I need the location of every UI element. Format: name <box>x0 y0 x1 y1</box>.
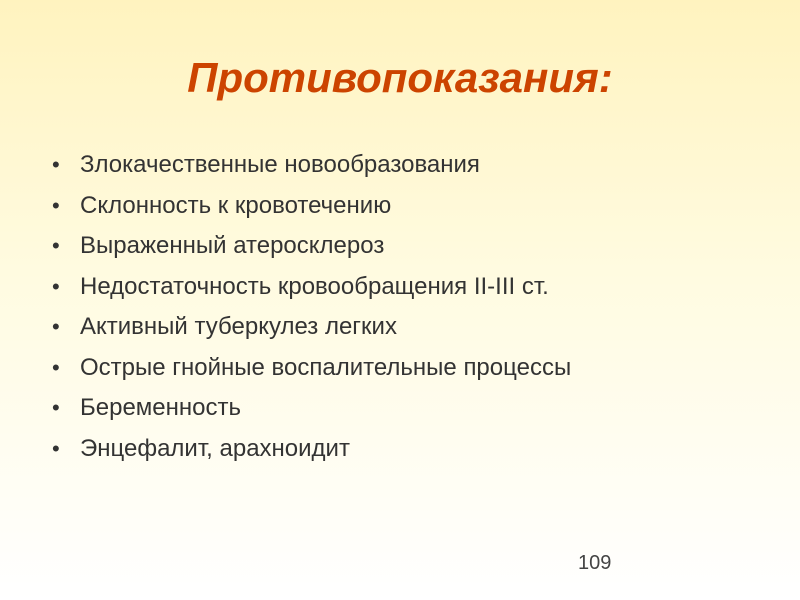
list-item-text: Недостаточность кровообращения II-III ст. <box>80 272 549 300</box>
list-item-text: Беременность <box>80 394 241 421</box>
list-item <box>52 307 571 348</box>
bullet: • <box>52 192 60 218</box>
page-number: 109 <box>578 552 612 574</box>
bullet: • <box>52 314 60 339</box>
list-item <box>52 429 571 470</box>
list-item-text: Активный туберкулез легких <box>80 313 397 340</box>
list-item <box>52 267 571 308</box>
bullet: • <box>52 152 60 177</box>
list-item <box>52 226 571 267</box>
bullet: • <box>52 354 60 380</box>
list-item-text: Выраженный атеросклероз <box>80 232 385 259</box>
bullet: • <box>52 395 60 420</box>
list-item <box>52 186 571 227</box>
slide-title: Противопоказания: <box>187 54 613 101</box>
list-item-text: Склонность к кровотечению <box>80 191 392 219</box>
list-item <box>52 388 571 429</box>
contraindications-list <box>52 145 571 469</box>
list-item <box>52 145 571 186</box>
list-item-text: Энцефалит, арахноидит <box>80 434 350 462</box>
list-item-text: Острые гнойные воспалительные процессы <box>80 353 572 381</box>
bullet: • <box>52 435 60 461</box>
bullet: • <box>52 273 60 299</box>
bullet: • <box>52 233 60 258</box>
list-item <box>52 348 571 389</box>
list-item-text: Злокачественные новообразования <box>80 151 480 178</box>
